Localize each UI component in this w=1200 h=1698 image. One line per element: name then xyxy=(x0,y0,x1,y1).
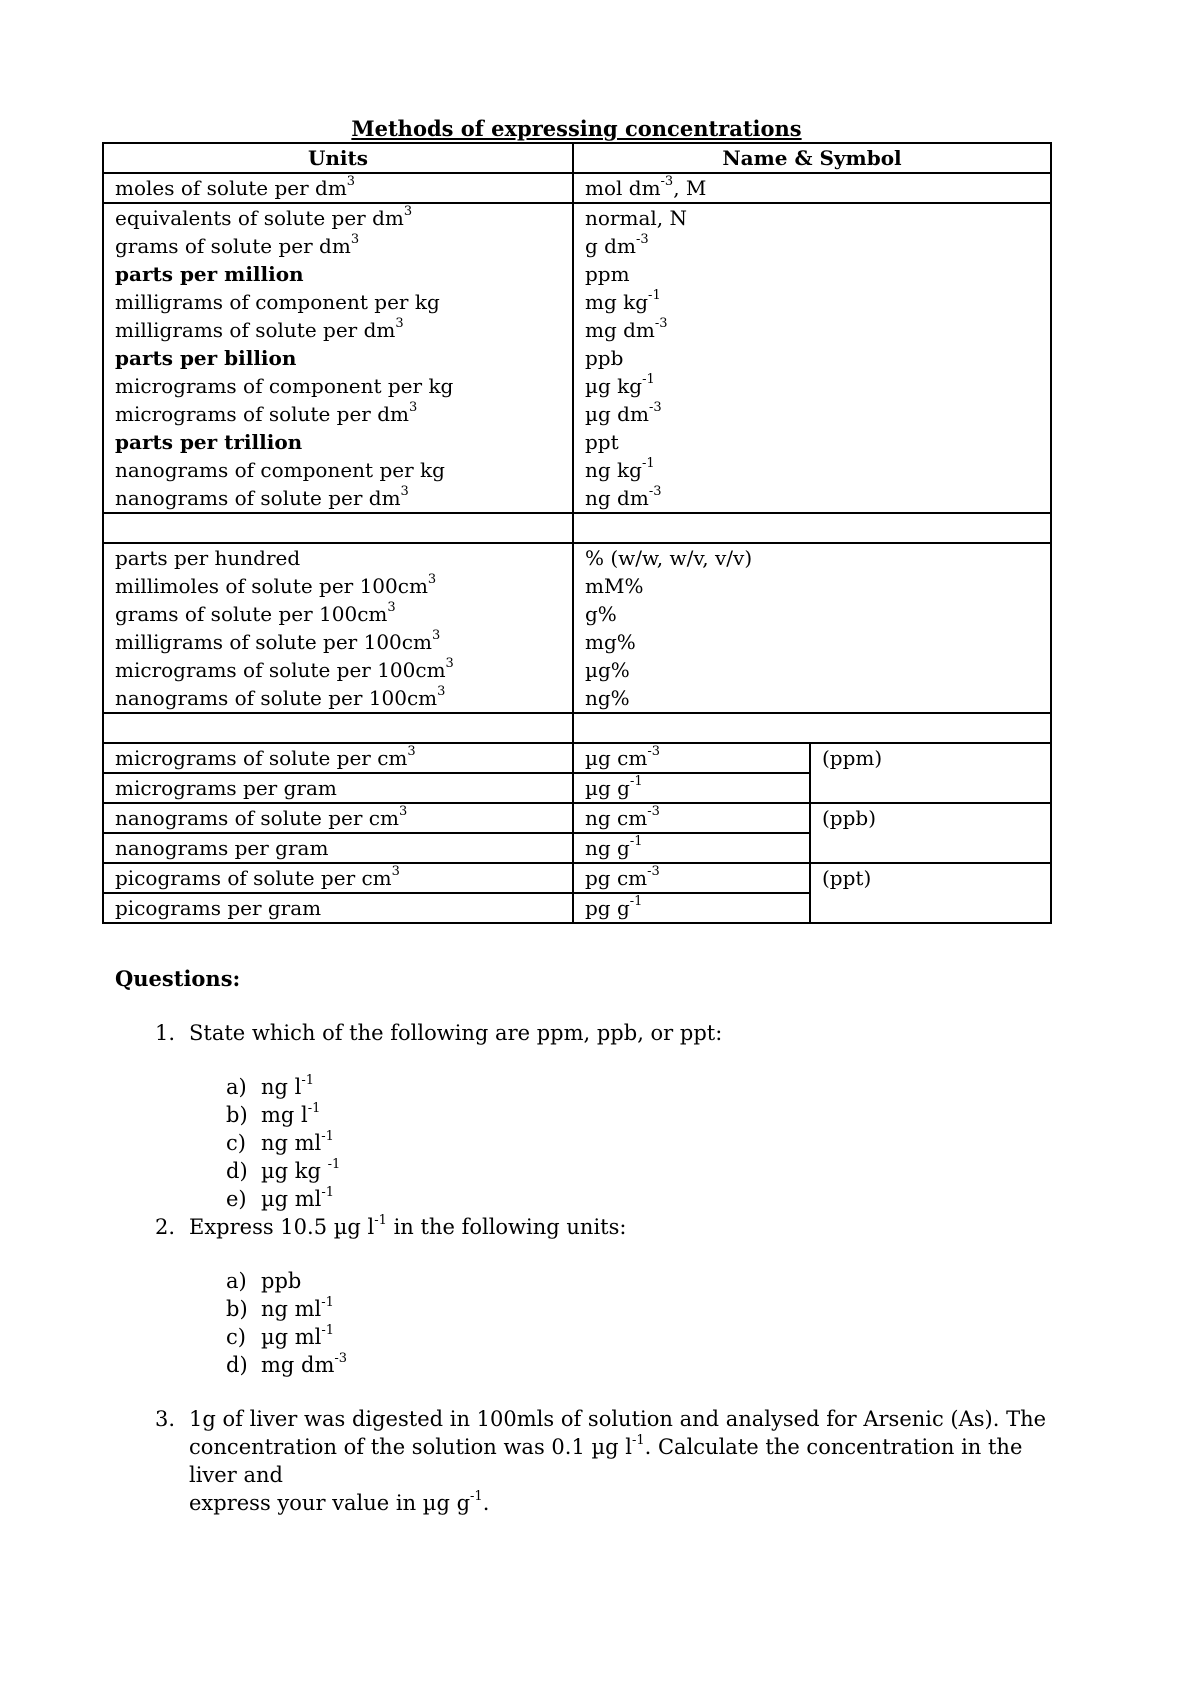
unit-line: parts per million xyxy=(115,262,304,286)
questions-heading: Questions: xyxy=(115,966,241,991)
question-3 xyxy=(115,1405,1075,1517)
question-text: Express 10.5 µg $l^{-1}$ in the following units: xyxy=(189,1213,627,1239)
unit-cell: micrograms per gram xyxy=(103,773,573,803)
unit-cell: nanograms of solute per $cm^3$ xyxy=(103,803,573,833)
unit-line: milligrams of solute per $100cm^3$ xyxy=(115,628,441,654)
unit-line: nanograms of solute per $100cm^3$ xyxy=(115,684,446,710)
empty-cell xyxy=(573,713,1051,743)
option-item: d) µg kg $^{-1}$ xyxy=(226,1157,341,1183)
unit-line: parts per hundred xyxy=(115,546,301,570)
unit-line: micrograms of component per kg xyxy=(115,374,454,398)
empty-cell xyxy=(573,513,1051,543)
symbol-cell: pg $cm^{-3}$ xyxy=(573,863,810,893)
question-1 xyxy=(115,1019,1075,1047)
question-number: 3. xyxy=(155,1407,176,1431)
table-header-row xyxy=(103,143,1051,173)
option-item: e) µg $ml^{-1}$ xyxy=(226,1185,335,1211)
symbol-line: ppm xyxy=(585,262,630,286)
symbol-line: mg% xyxy=(585,630,636,654)
symbol-cell: pg $g^{-1}$ xyxy=(573,893,810,923)
unit-cell xyxy=(103,203,573,513)
spacer-row xyxy=(103,513,1051,543)
symbol-cell: mol $dm^{-3}$, M xyxy=(573,173,1051,203)
symbol-line: g $dm^{-3}$ xyxy=(585,232,649,258)
symbol-line: % (w/w, w/v, v/v) xyxy=(585,546,753,570)
symbol-line: ng $kg^{-1}$ xyxy=(585,456,655,482)
table-group-2 xyxy=(103,543,1051,713)
table-row xyxy=(103,173,1051,203)
unit-cell: nanograms per gram xyxy=(103,833,573,863)
question-2-options xyxy=(115,1267,1075,1379)
symbol-cell: µg $cm^{-3}$ xyxy=(573,743,810,773)
ppt-label: (ppt) xyxy=(810,863,1051,923)
option-item: b) ng $ml^{-1}$ xyxy=(226,1295,334,1321)
symbol-line: mg $dm^{-3}$ xyxy=(585,316,668,342)
question-2 xyxy=(115,1213,1075,1241)
symbol-line: ppt xyxy=(585,430,619,454)
symbol-line: ng% xyxy=(585,686,630,710)
concentration-table xyxy=(102,142,1052,924)
option-item: a) ng $l^{-1}$ xyxy=(226,1073,315,1099)
symbol-cell: µg $g^{-1}$ xyxy=(573,773,810,803)
unit-line: micrograms of solute per $100cm^3$ xyxy=(115,656,454,682)
table-row xyxy=(103,863,1051,893)
table-row xyxy=(103,803,1051,833)
unit-line: milligrams of component per kg xyxy=(115,290,440,314)
question-text-line: express your value in µg $g^{-1}$. xyxy=(189,1489,490,1515)
symbol-line: ppb xyxy=(585,346,624,370)
unit-line: millimoles of solute per $100cm^3$ xyxy=(115,572,437,598)
question-number: 1. xyxy=(155,1021,176,1045)
questions-section xyxy=(115,965,1075,1517)
option-item: c) ng $ml^{-1}$ xyxy=(226,1129,334,1155)
unit-line: parts per billion xyxy=(115,346,297,370)
ppb-label: (ppb) xyxy=(810,803,1051,863)
unit-line: nanograms of component per kg xyxy=(115,458,445,482)
unit-line: milligrams of solute per $dm^3$ xyxy=(115,316,404,342)
symbol-line: ng $dm^{-3}$ xyxy=(585,484,662,510)
option-item: c) µg $ml^{-1}$ xyxy=(226,1323,335,1349)
symbol-line: µg% xyxy=(585,658,630,682)
symbol-cell: ng $cm^{-3}$ xyxy=(573,803,810,833)
unit-cell xyxy=(103,543,573,713)
symbol-line: g% xyxy=(585,602,617,626)
question-text-line: 1g of liver was digested in 100mls of solution and analysed for Arsenic (As). The xyxy=(189,1407,1047,1431)
table-group-1 xyxy=(103,203,1051,513)
symbol-cell: ng $g^{-1}$ xyxy=(573,833,810,863)
symbol-cell xyxy=(573,203,1051,513)
unit-line: nanograms of solute per $dm^3$ xyxy=(115,484,409,510)
document-title: Methods of expressing concentrations xyxy=(351,116,802,141)
unit-cell: picograms of solute per $cm^3$ xyxy=(103,863,573,893)
question-text: State which of the following are ppm, ppb, or ppt: xyxy=(189,1021,723,1045)
spacer-row xyxy=(103,713,1051,743)
unit-line: parts per trillion xyxy=(115,430,303,454)
unit-cell: moles of solute per $dm^3$ xyxy=(103,173,573,203)
question-text-line: concentration of the solution was 0.1 µg $l^{-1}$. Calculate the concentration in the liver and xyxy=(189,1433,1023,1487)
unit-cell: micrograms of solute per $cm^3$ xyxy=(103,743,573,773)
option-item: d) mg $dm^{-3}$ xyxy=(226,1351,348,1377)
symbol-line: mg $kg^{-1}$ xyxy=(585,288,661,314)
unit-line: grams of solute per $100cm^3$ xyxy=(115,600,396,626)
header-units: Units xyxy=(103,143,573,173)
question-1-options xyxy=(115,1073,1075,1213)
unit-cell: picograms per gram xyxy=(103,893,573,923)
symbol-line: µg $dm^{-3}$ xyxy=(585,400,662,426)
symbol-line: mM% xyxy=(585,574,644,598)
unit-line: grams of solute per $dm^3$ xyxy=(115,232,360,258)
table-row xyxy=(103,743,1051,773)
unit-line: equivalents of solute per $dm^3$ xyxy=(115,204,413,230)
symbol-cell xyxy=(573,543,1051,713)
ppm-label: (ppm) xyxy=(810,743,1051,803)
option-item: b) mg $l^{-1}$ xyxy=(226,1101,321,1127)
question-number: 2. xyxy=(155,1215,176,1239)
empty-cell xyxy=(103,513,573,543)
header-name-symbol: Name & Symbol xyxy=(573,143,1051,173)
empty-cell xyxy=(103,713,573,743)
option-item: a) ppb xyxy=(226,1269,302,1293)
symbol-line: normal, N xyxy=(585,206,687,230)
unit-line: micrograms of solute per $dm^3$ xyxy=(115,400,418,426)
symbol-line: µg $kg^{-1}$ xyxy=(585,372,655,398)
